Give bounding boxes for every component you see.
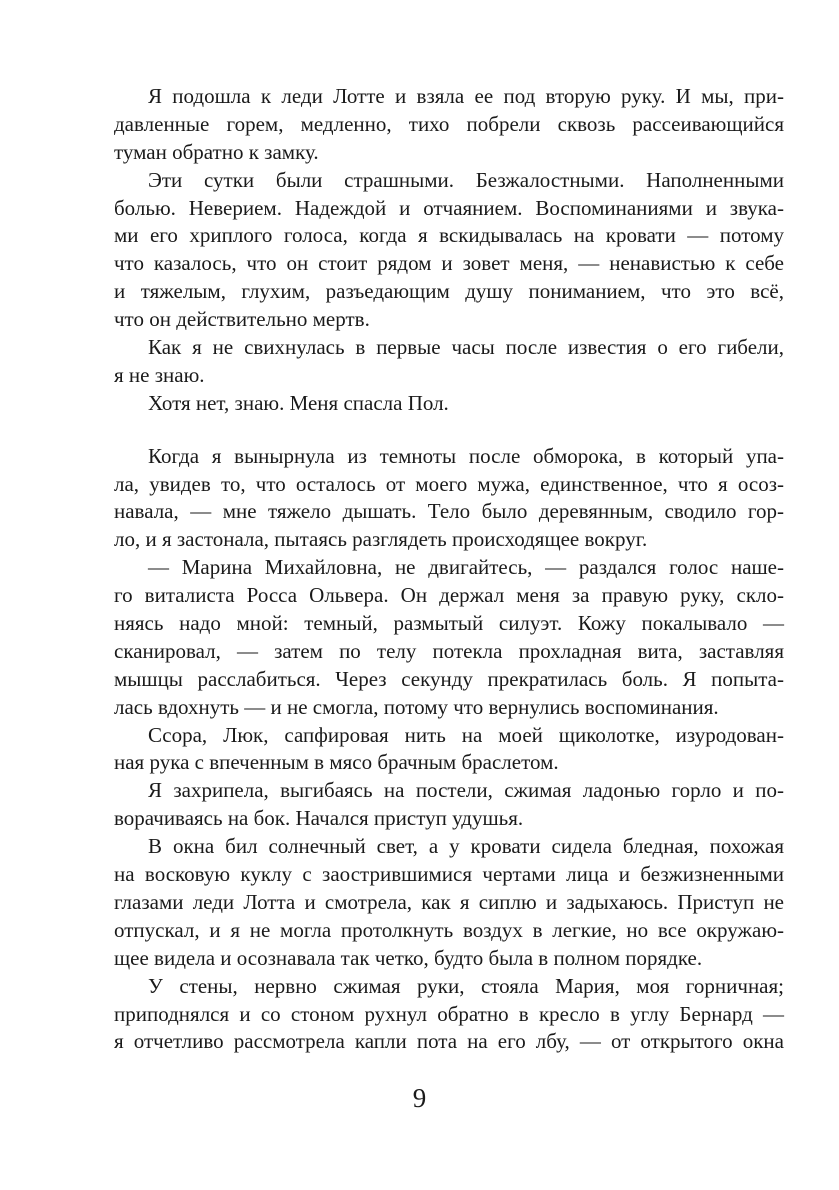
paragraph xyxy=(114,833,784,972)
text-line: ная рука с впеченным в мясо брачным браслетом. xyxy=(114,750,559,775)
text-line: Ссора, Люк, сапфировая нить на моей щиколотке, изуродован- xyxy=(148,722,784,747)
text-line: приподнялся и со стоном рухнул обратно в кресло в углу Бернард — xyxy=(114,1001,784,1026)
text-line: В окна бил солнечный свет, а у кровати сидела бледная, похожая xyxy=(148,834,784,859)
text-line: У стены, нервно сжимая руки, стояла Мария, моя горничная; xyxy=(148,973,784,998)
text-line: ми его хриплого голоса, когда я вскидывалась на кровати — потому xyxy=(114,223,784,248)
text-line: — Марина Михайловна, не двигайтесь, — раздался голос наше- xyxy=(148,555,784,580)
text-line: болью. Неверием. Надеждой и отчаянием. Воспоминаниями и звука- xyxy=(114,195,784,220)
text-line: что казалось, что он стоит рядом и зовет меня, — ненавистью к себе xyxy=(114,251,784,276)
text-line: глазами леди Лотта и смотрела, как я сиплю и задыхаюсь. Приступ не xyxy=(114,889,784,914)
text-line: что он действительно мертв. xyxy=(114,307,370,332)
text-line: мышцы расслабиться. Через секунду прекратилась боль. Я попыта- xyxy=(114,666,784,691)
text-line: Эти сутки были страшными. Безжалостными. Наполненными xyxy=(148,167,784,192)
paragraph xyxy=(114,167,784,334)
paragraph xyxy=(114,443,784,555)
text-line: ло, и я застонала, пытаясь разглядеть происходящее вокруг. xyxy=(114,527,648,552)
text-line: отпускал, и я не могла протолкнуть воздух в легкие, но все окружаю- xyxy=(114,917,784,942)
text-line: давленные горем, медленно, тихо побрели сквозь рассеивающийся xyxy=(114,111,784,136)
paragraph xyxy=(114,390,784,418)
text-line: го виталиста Росса Ольвера. Он держал меня за правую руку, скло- xyxy=(114,583,784,608)
paragraph xyxy=(114,722,784,778)
page-number: 9 xyxy=(412,1083,427,1113)
text-line: няясь надо мной: темный, размытый силуэт. Кожу покалывало — xyxy=(114,611,784,636)
text-line: щее видела и осознавала так четко, будто была в полном порядке. xyxy=(114,945,703,970)
text-line: лась вдохнуть — и не смогла, потому что вернулись воспоминания. xyxy=(114,694,719,719)
section-break xyxy=(114,418,784,443)
text-line: ворачиваясь на бок. Начался приступ удушья. xyxy=(114,806,524,831)
text-line: ла, увидев то, что осталось от моего мужа, единственное, что я осоз- xyxy=(114,471,784,496)
text-line: Я подошла к леди Лотте и взяла ее под вторую руку. И мы, при- xyxy=(148,84,784,108)
paragraph xyxy=(114,973,784,1057)
text-line: Хотя нет, знаю. Меня спасла Пол. xyxy=(148,390,449,415)
paragraph xyxy=(114,83,784,167)
paragraph xyxy=(114,334,784,390)
body-text xyxy=(114,83,784,1056)
paragraph xyxy=(114,777,784,833)
text-line: навала, — мне тяжело дышать. Тело было деревянным, сводило гор- xyxy=(114,499,784,524)
text-line: туман обратно к замку. xyxy=(114,139,319,164)
text-line: Как я не свихнулась в первые часы после известия о его гибели, xyxy=(148,335,784,360)
text-line: я отчетливо рассмотрела капли пота на его лбу, — от открытого окна xyxy=(114,1029,784,1054)
text-line: я не знаю. xyxy=(114,362,205,387)
text-line: Когда я вынырнула из темноты после обморока, в который упа- xyxy=(148,443,784,468)
text-line: на восковую куклу с заострившимися чертами лица и безжизненными xyxy=(114,862,784,887)
text-line: Я захрипела, выгибаясь на постели, сжимая ладонью горло и по- xyxy=(148,778,784,803)
text-line: сканировал, — затем по телу потекла прохладная вита, заставляя xyxy=(114,638,784,663)
paragraph xyxy=(114,554,784,721)
text-line: и тяжелым, глухим, разъедающим душу пониманием, что это всё, xyxy=(114,279,784,304)
